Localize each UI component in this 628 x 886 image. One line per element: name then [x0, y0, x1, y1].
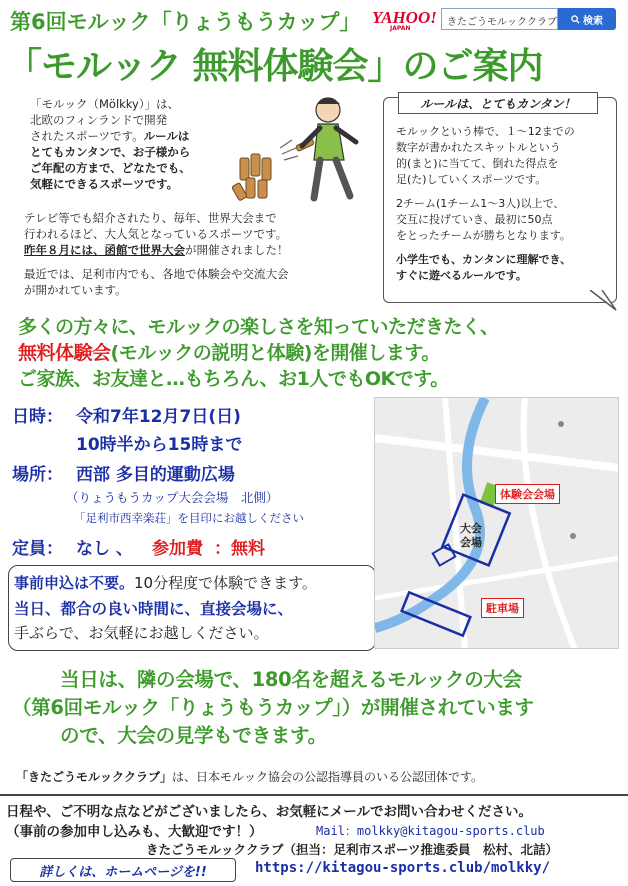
- rules-line-3: 的(まと)に当てて、倒れた得点を: [396, 157, 559, 170]
- bottom-line-1: 当日は、隣の会場で、180名を超えるモルックの大会: [60, 668, 522, 691]
- rules-line-9: すぐに遊べるルールです。: [396, 269, 527, 282]
- footer-line-2: （事前の参加申し込みも、大歓迎です！）: [6, 824, 263, 840]
- place-label: 場所：: [12, 465, 63, 485]
- tournament-label: 大会 会場: [460, 522, 482, 549]
- molkky-player-illustration: [232, 88, 380, 206]
- intro-para3-line-2: が開かれています。: [24, 283, 127, 297]
- rules-line-1: モルックという棒で、１～12までの: [396, 125, 575, 138]
- yahoo-logo: YAHOO!: [372, 8, 437, 27]
- note-line-1: 事前申込は不要。10分程度で体験できます。: [14, 574, 317, 592]
- intro-line-1: 「モルック（Mölkky）」は、: [30, 97, 180, 111]
- place-note: 「足利市西幸楽荘」を目印にお越しください: [74, 511, 304, 525]
- search-button[interactable]: [558, 8, 616, 30]
- homepage-link[interactable]: https://kitagou-sports.club/molkky/: [255, 860, 551, 876]
- rules-line-6: 交互に投げていき、最初に50点: [396, 213, 553, 226]
- footer-mail[interactable]: Mail：molkky@kitagou-sports.club: [316, 824, 545, 838]
- footer-line-3: きたごうモルッククラブ（担当：足利市スポーツ推進委員 松村、北詰）: [146, 842, 559, 857]
- venue-map[interactable]: [374, 397, 619, 649]
- intro-line-6: 気軽にできるスポーツです。: [30, 177, 179, 191]
- intro-line-4: とてもカンタンで、お子様から: [30, 145, 191, 159]
- place-value: 西部 多目的運動広場: [76, 465, 235, 485]
- fee-label: 参加費: [152, 539, 203, 559]
- bottom-line-3: ので、大会の見学もできます。: [60, 724, 327, 747]
- event-title: 第6回モルック「りょうもうカップ」: [10, 10, 361, 34]
- message-line-1: 多くの方々に、モルックの楽しさを知っていただきたく、: [18, 316, 499, 338]
- search-input[interactable]: きたごうモルッククラブ: [441, 8, 558, 30]
- intro-para2-line-2: 行われるほど、大人気となっているスポーツです。: [24, 227, 288, 241]
- rules-line-2: 数字が書かれたスキットルという: [396, 141, 561, 154]
- parking-label: 駐車場: [481, 598, 524, 618]
- message-line-2: 無料体験会(モルックの説明と体験)を開催します。: [18, 342, 440, 364]
- rules-line-8: 小学生でも、カンタンに理解でき、: [396, 253, 572, 266]
- time-value: 10時半から15時まで: [76, 435, 243, 455]
- place-sub: （りょうもうカップ大会会場 北側）: [66, 490, 279, 505]
- message-free-trial: 無料体験会: [18, 342, 111, 364]
- date-value: 令和7年12月7日(日): [76, 407, 241, 427]
- intro-line-3: されたスポーツです。ルールは: [30, 129, 190, 143]
- fee-value: ：無料: [214, 539, 265, 559]
- page-title: 「モルック 無料体験会」のご案内: [6, 46, 543, 87]
- bottom-line-2: （第6回モルック「りょうもうカップ」）が開催されています: [12, 696, 534, 719]
- capacity-value: なし 、: [76, 539, 133, 559]
- message-line-3: ご家族、お友達と…もちろん、お1人でもOKです。: [18, 368, 449, 390]
- capacity-label: 定員：: [12, 539, 63, 559]
- yahoo-logo-sub: JAPAN: [390, 25, 411, 32]
- intro-line-5: ご年配の方まで、どなたでも、: [30, 161, 191, 175]
- note-line-3: 手ぶらで、お気軽にお越しください。: [14, 624, 269, 642]
- rules-line-4: 足(た)していくスポーツです。: [396, 173, 547, 186]
- intro-para2-line-1: テレビ等でも紹介されたり、毎年、世界大会まで: [24, 211, 277, 225]
- venue-label: 体験会会場: [495, 484, 560, 504]
- rules-line-7: をとったチームが勝ちとなります。: [396, 229, 571, 242]
- homepage-label: 詳しくは、ホームページを!!: [10, 858, 236, 882]
- footer-line-1: 日程や、ご不明な点などがございましたら、お気軽にメールでお問い合わせください。: [6, 804, 532, 820]
- intro-para2-line-3: 昨年８月には、函館で世界大会が開催されました！: [24, 243, 289, 257]
- club-info: 「きたごうモルッククラブ」は、日本モルック協会の公認指導員のいる公認団体です。: [16, 770, 484, 784]
- intro-line-2: 北欧のフィンランドで開発: [30, 113, 168, 127]
- rules-box-tail: [588, 290, 618, 312]
- date-label: 日時：: [12, 407, 63, 427]
- intro-rule-inline: ルールは: [143, 129, 190, 143]
- intro-para3-line-1: 最近では、足利市内でも、各地で体験会や交流大会: [24, 267, 289, 281]
- search-icon: [571, 15, 580, 24]
- search-button-label: 検索: [583, 15, 603, 27]
- rules-title: ルールは、とてもカンタン！: [398, 92, 598, 114]
- note-line-2: 当日、都合の良い時間に、直接会場に、: [14, 600, 294, 618]
- rules-line-5: 2チーム(1チーム1～3人)以上で、: [396, 197, 565, 210]
